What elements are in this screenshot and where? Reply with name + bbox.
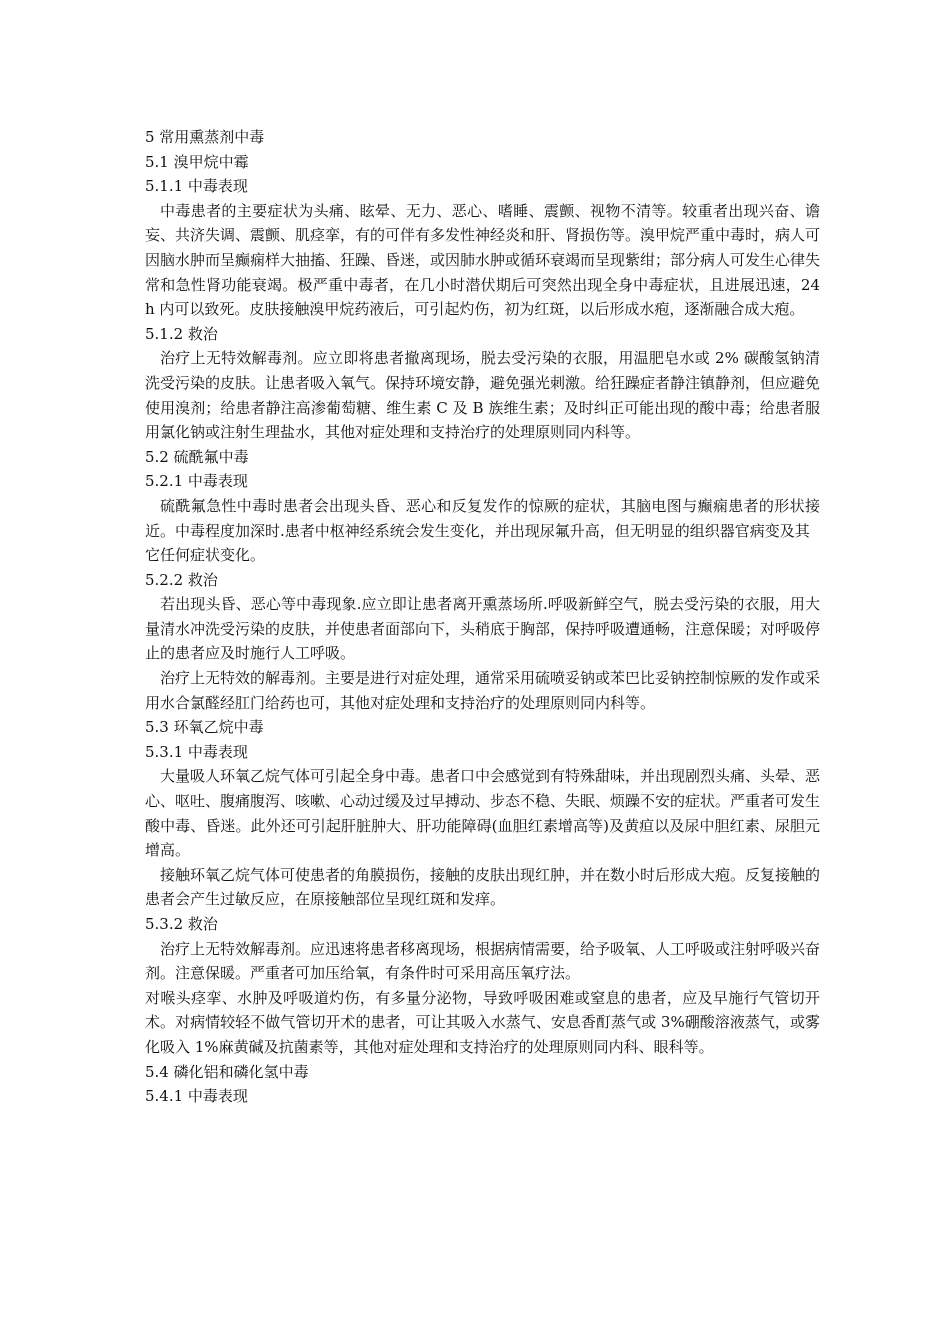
section-heading-5-3-2: 5.3.2 救治 (145, 915, 218, 933)
paragraph-5-3-2-airway: 对喉头痉挛、水肿及呼吸道灼伤，有多量分泌物，导致呼吸困难或窒息的患者，应及早施行气管切开术。对病情较轻不做气管切开术的患者，可让其吸入水蒸气、安息香酊蒸气或 3%硼酸溶液蒸气，或雾化吸入 1%麻黄碱及抗菌素等，其他对症处理和支持治疗的处理原则同内科、眼科等。 (145, 988, 820, 1056)
section-heading-5-3-1: 5.3.1 中毒表现 (145, 742, 248, 761)
paragraph-5-3-1-systemic: 大量吸人环氧乙烷气体可引起全身中毒。患者口中会感觉到有特殊甜味，并出现剧烈头痛、头晕、恶心、呕吐、腹痛腹泻、咳嗽、心动过缓及过早搏动、步态不稳、失眠、烦躁不安的症状。严重者可发生酸中毒、昏迷。此外还可引起肝脏肿大、肝功能障碍(血胆红素增高等)及黄疸以及尿中胆红素、尿胆元增高。 (145, 767, 821, 860)
paragraph-5-1-2-treatment: 治疗上无特效解毒剂。应立即将患者撤离现场，脱去受污染的衣服，用温肥皂水或 2% 碳酸氢钠清洗受污染的皮肤。让患者吸入氧气。保持环境安静，避免强光刺激。给狂躁症者静注镇静剂，但应避免使用溴剂；给患者静注高渗葡萄糖、维生素 C 及 B 族维生素；及时纠正可能出现的酸中毒；给患者服用氯化钠或注射生理盐水，其他对症处理和支持治疗的处理原则同内科等。 (145, 349, 821, 442)
document-page (145, 125, 820, 1109)
paragraph-5-2-1-symptoms: 硫酰氟急性中毒时患者会出现头昏、恶心和反复发作的惊厥的症状，其脑电图与癫痫患者的形状接近。中毒程度加深时.患者中枢神经系统会发生变化，并出现尿氟升高，但无明显的组织器官病变及其 (145, 496, 820, 540)
section-heading-5-1-1: 5.1.1 中毒表现 (145, 177, 248, 196)
section-heading-5-4: 5.4 磷化铝和磷化氢中毒 (145, 1062, 309, 1081)
paragraph-5-1-1-symptoms: 中毒患者的主要症状为头痛、眩晕、无力、恶心、嗜睡、震颤、视物不清等。较重者出现兴奋、谵妄、共济失调、震颤、肌痉挛，有的可伴有多发性神经炎和肝、肾损伤等。溴甲烷严重中毒时，病人可因脑水肿而呈癫痫样大抽搐、狂躁、昏迷，或因肺水肿或循环衰竭而呈现紫绀；部分病人可发生心律失常和急性肾功能衰竭。极严重中毒者，在几小时潜伏期后可突然出现全身中毒症状，且进展迅速，24 h 内可以致死。皮肤接触溴甲烷药液后，可引起灼伤，初为红斑，以后形成水疱，逐渐融合成大疱。 (145, 201, 821, 319)
paragraph-5-2-1-continued: 它任何症状变化。 (145, 546, 266, 565)
section-heading-5-2-2: 5.2.2 救治 (145, 570, 218, 589)
paragraph-5-3-1-contact: 接触环氧乙烷气体可使患者的角膜损伤，接触的皮肤出现红肿，并在数小时后形成大疱。反复接触的患者会产生过敏反应，在原接触部位呈现红斑和发痒。 (145, 865, 821, 909)
paragraph-5-2-2-treatment: 治疗上无特效的解毒剂。主要是进行对症处理，通常采用硫喷妥钠或苯巴比妥钠控制惊厥的发作或采用水合氯醛经肛门给药也可，其他对症处理和支持治疗的处理原则同内科等。 (145, 669, 821, 712)
paragraph-5-2-2-first-aid: 若出现头昏、恶心等中毒现象.应立即让患者离开熏蒸场所.呼吸新鲜空气，脱去受污染的衣服，用大量清水冲洗受污染的皮肤，并使患者面部向下，头稍底于胸部，保持呼吸遭通畅，注意保暖；对呼吸停止的患者应及时施行人工呼吸。 (145, 595, 821, 663)
section-heading-5: 5 常用熏蒸剂中毒 (145, 128, 265, 146)
section-heading-5-2-1: 5.2.1 中毒表现 (145, 472, 248, 491)
section-heading-5-3: 5.3 环氧乙烷中毒 (145, 718, 264, 737)
section-heading-5-1: 5.1 溴甲烷中霉 (145, 152, 249, 171)
section-heading-5-4-1: 5.4.1 中毒表现 (145, 1087, 248, 1106)
paragraph-5-3-2-treatment: 治疗上无特效解毒剂。应迅速将患者移离现场，根据病情需要，给予吸氧、人工呼吸或注射呼吸兴奋剂。注意保暖。严重者可加压给氧，有条件时可采用高压氧疗法。 (145, 939, 821, 983)
section-heading-5-1-2: 5.1.2 救治 (145, 324, 218, 343)
section-heading-5-2: 5.2 硫酰氟中毒 (145, 447, 249, 466)
